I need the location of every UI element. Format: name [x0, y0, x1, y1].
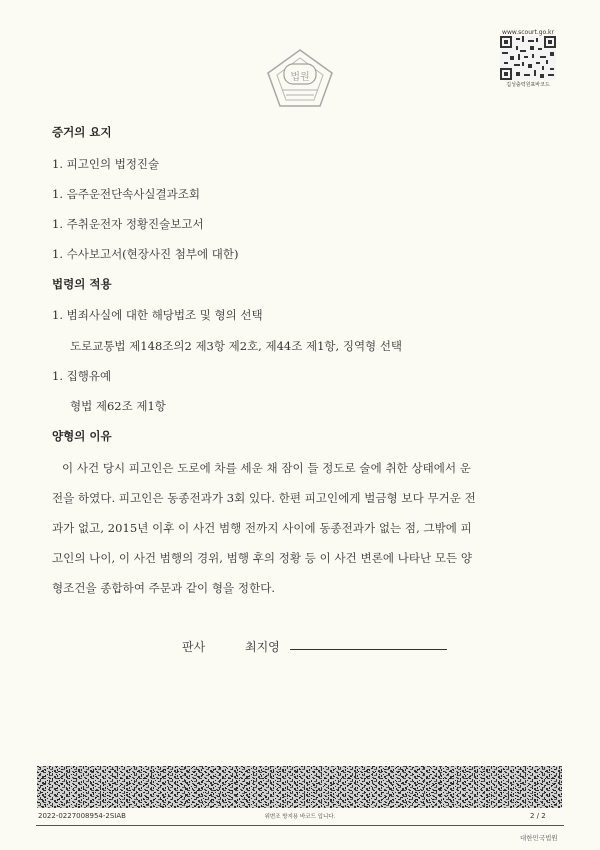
signature-line [290, 649, 447, 650]
footer-divider [36, 825, 564, 826]
judge-name: 최지영 [245, 640, 280, 654]
evidence-item: 1. 음주운전단속사실결과조회 [52, 187, 200, 201]
seal-text: 법원 [290, 72, 310, 83]
sentencing-paragraph-line: 과가 없고, 2015년 이후 이 사건 범행 전까지 사이에 동종전과가 없는 점, 그밖에 피 [52, 521, 472, 535]
evidence-item: 1. 피고인의 법정진술 [52, 157, 160, 171]
law-item: 1. 집행유예 [52, 369, 112, 383]
qr-caption: 깁성출력원표바코드 [506, 82, 550, 88]
section-title-evidence: 증거의 요지 [52, 125, 112, 139]
section-title-law: 법령의 적용 [52, 277, 112, 291]
law-item-detail: 형법 제62조 제1항 [70, 399, 166, 413]
site-url: www.scourt.go.kr [502, 29, 554, 36]
judge-title: 판사 [182, 640, 206, 654]
law-item: 1. 범죄사실에 대한 해당법조 및 형의 선택 [52, 308, 263, 322]
evidence-item: 1. 주취운전자 정황진술보고서 [52, 217, 204, 231]
section-title-sentencing: 양형의 이유 [52, 429, 112, 443]
court-brand: 대한민국법원 [520, 834, 558, 842]
qr-code [500, 36, 556, 80]
sentencing-paragraph-line: 고인의 나이, 이 사건 범행의 경위, 범행 후의 정황 등 이 사건 변론에 나타난 모든 양 [52, 551, 473, 565]
evidence-item: 1. 수사보고서(현장사진 첨부에 대한) [52, 247, 239, 261]
anti-forgery-barcode [37, 766, 562, 808]
barcode-notice: 위변조 방지용 바코드 입니다. [264, 814, 336, 820]
law-item-detail: 도로교통법 제148조의2 제3항 제2호, 제44조 제1항, 징역형 선택 [70, 339, 403, 353]
sentencing-paragraph-line: 형조건을 종합하여 주문과 같이 형을 정한다. [52, 581, 276, 595]
sentencing-paragraph-line: 전을 하였다. 피고인은 동종전과가 3회 있다. 한편 피고인에게 벌금형 보다 무거운 전 [52, 491, 476, 505]
sentencing-paragraph-line: 이 사건 당시 피고인은 도로에 차를 세운 채 잠이 들 정도로 술에 취한 상태에서 운 [62, 461, 471, 475]
page-number: 2 / 2 [530, 812, 546, 820]
document-number: 2022-0227008954-2SIAB [38, 812, 126, 820]
